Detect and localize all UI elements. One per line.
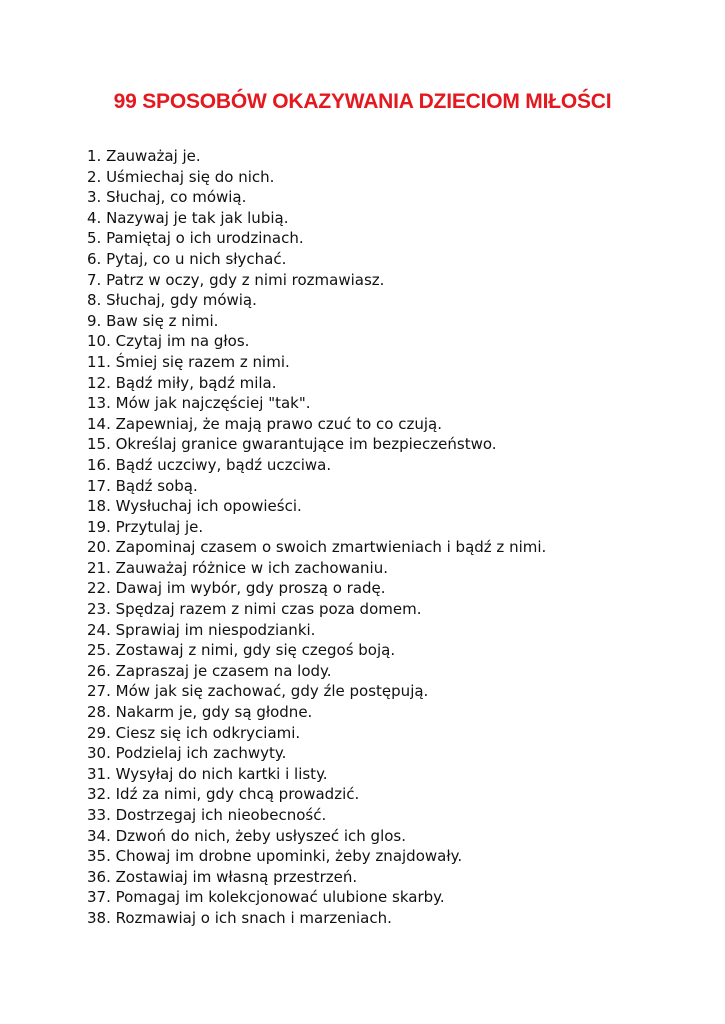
list-item: 7. Patrz w oczy, gdy z nimi rozmawiasz. [87,270,385,289]
list-item: 31. Wysyłaj do nich kartki i listy. [87,764,328,783]
list-item: 24. Sprawiaj im niespodzianki. [87,620,316,639]
list-item: 8. Słuchaj, gdy mówią. [87,291,257,310]
list-item: 14. Zapewniaj, że mają prawo czuć to co czują. [87,414,442,433]
list-item: 37. Pomagaj im kolekcjonować ulubione skarby. [87,888,445,907]
list-item: 35. Chowaj im drobne upominki, żeby znajdowały. [87,847,463,866]
list-item: 3. Słuchaj, co mówią. [87,188,247,207]
list-item: 1. Zauważaj je. [87,147,201,165]
list-item: 30. Podzielaj ich zachwyty. [87,744,287,763]
list-item: 20. Zapominaj czasem o swoich zmartwieniach i bądź z nimi. [87,538,547,557]
list-item: 9. Baw się z nimi. [87,311,219,330]
list-item: 16. Bądź uczciwy, bądź uczciwa. [87,455,332,474]
list-item: 6. Pytaj, co u nich słychać. [87,249,287,268]
list-item: 27. Mów jak się zachować, gdy źle postępują. [87,682,429,701]
list-item: 18. Wysłuchaj ich opowieści. [87,497,302,516]
list-item: 28. Nakarm je, gdy są głodne. [87,703,313,722]
list-item: 38. Rozmawiaj o ich snach i marzeniach. [87,908,392,927]
list-item: 21. Zauważaj różnice w ich zachowaniu. [87,558,388,577]
list-item: 15. Określaj granice gwarantujące im bezpieczeństwo. [87,435,497,454]
list-item: 26. Zapraszaj je czasem na lody. [87,661,332,680]
list-item: 25. Zostawaj z nimi, gdy się czegoś boją. [87,641,396,660]
list-item: 17. Bądź sobą. [87,476,198,495]
list-item: 11. Śmiej się razem z nimi. [87,352,290,371]
list-item: 10. Czytaj im na głos. [87,332,250,351]
list-item: 34. Dzwoń do nich, żeby usłyszeć ich glos. [87,826,406,845]
list-item: 23. Spędzaj razem z nimi czas poza domem. [87,600,422,619]
list-item: 19. Przytulaj je. [87,517,204,536]
list-item: 5. Pamiętaj o ich urodzinach. [87,229,304,248]
list-item: 13. Mów jak najczęściej "tak". [87,394,311,413]
list-item: 4. Nazywaj je tak jak lubią. [87,208,289,227]
list-item: 12. Bądź miły, bądź mila. [87,373,277,392]
list-item: 2. Uśmiechaj się do nich. [87,167,275,186]
list-item: 32. Idź za nimi, gdy chcą prowadzić. [87,785,360,804]
list-item: 36. Zostawiaj im własną przestrzeń. [87,867,358,886]
list-item: 29. Ciesz się ich odkryciami. [87,723,301,742]
list-item: 33. Dostrzegaj ich nieobecność. [87,806,327,824]
ways-list [87,146,697,929]
page-title: 99 SPOSOBÓW OKAZYWANIA DZIECIOM MIŁOŚCI [113,90,612,113]
list-item: 22. Dawaj im wybór, gdy proszą o radę. [87,579,386,598]
